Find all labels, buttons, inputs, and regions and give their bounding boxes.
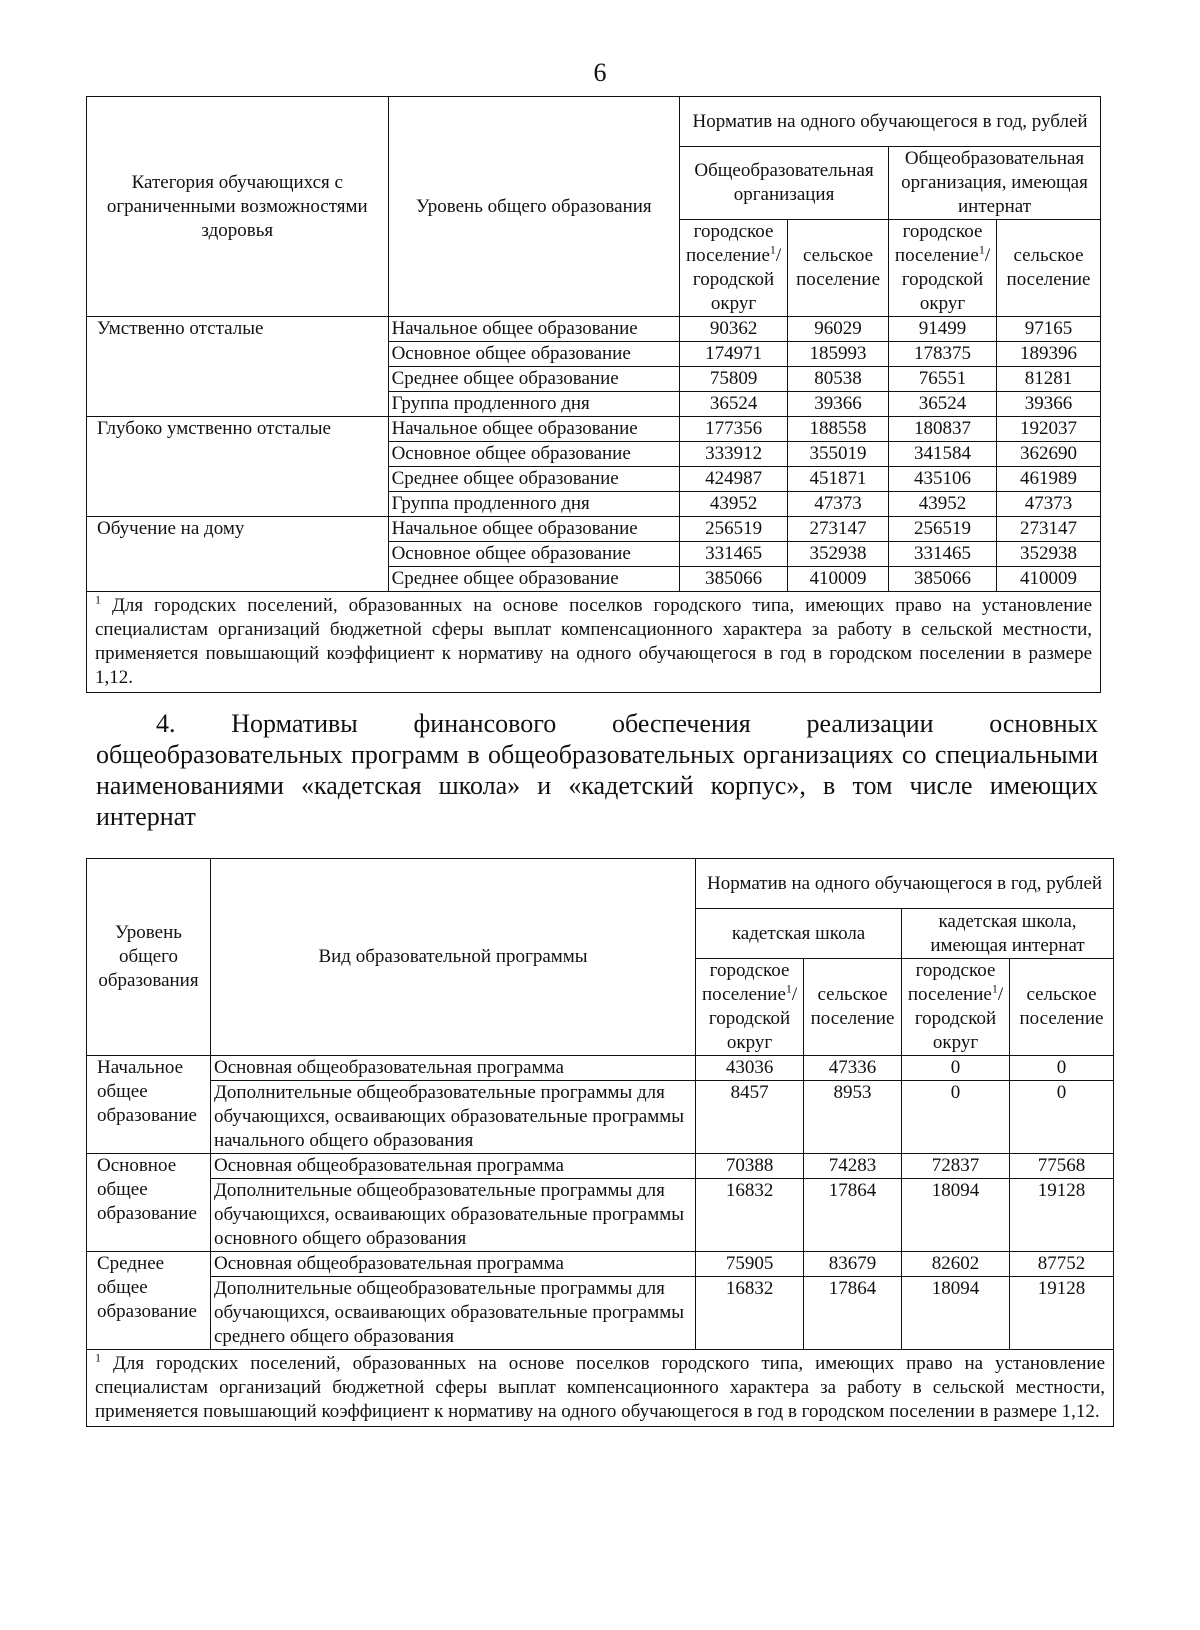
value-cell: 43036 — [696, 1056, 804, 1081]
value-cell: 451871 — [788, 467, 889, 492]
header-org: Общеобразовательная организация — [680, 147, 889, 220]
header-level: Уровень общего образования — [388, 97, 680, 317]
value-cell: 188558 — [788, 417, 889, 442]
value-cell: 91499 — [889, 317, 997, 342]
group-label: Основное общее образование — [87, 1154, 211, 1252]
table-row — [87, 1179, 1114, 1252]
row-label: Основное общее образование — [388, 342, 680, 367]
row-label: Дополнительные общеобразовательные программы для обучающихся, осваивающих образовательные программы среднего общего образования — [210, 1277, 695, 1350]
value-cell: 81281 — [997, 367, 1101, 392]
value-cell: 8457 — [696, 1081, 804, 1154]
header-cadet-boarding: кадетская школа, имеющая интернат — [902, 909, 1114, 959]
value-cell: 185993 — [788, 342, 889, 367]
value-cell: 43952 — [680, 492, 788, 517]
value-cell: 0 — [902, 1081, 1010, 1154]
footnote: $^1$ Для городских поселений, образованных на основе поселков городского типа, имеющих право на установление специалистам организаций бюджетной сферы выплат компенсационного характера за работу в сельской местности, применяется повышающий коэффициент к нормативу на одного обучающегося в год в городском поселении в размере 1,12. — [87, 1350, 1114, 1427]
value-cell: 17864 — [804, 1179, 902, 1252]
value-cell: 256519 — [680, 517, 788, 542]
value-cell: 180837 — [889, 417, 997, 442]
table-row — [87, 517, 1101, 542]
value-cell: 177356 — [680, 417, 788, 442]
value-cell: 75905 — [696, 1252, 804, 1277]
value-cell: 178375 — [889, 342, 997, 367]
page-number: 6 — [593, 58, 607, 87]
row-label: Среднее общее образование — [388, 367, 680, 392]
row-label: Начальное общее образование — [388, 517, 680, 542]
value-cell: 19128 — [1009, 1179, 1113, 1252]
row-label: Дополнительные общеобразовательные программы для обучающихся, осваивающих образовательные программы основного общего образования — [210, 1179, 695, 1252]
value-cell: 43952 — [889, 492, 997, 517]
section-4-heading: 4. Нормативы финансового обеспечения реализации основных общеобразовательных программ в общеобразовательных организациях со специальными наименованиями «кадетская школа» и «кадетский корпус», в том числе имеющих интернат — [96, 709, 1098, 831]
header-program: Вид образовательной программы — [210, 859, 695, 1056]
value-cell: 70388 — [696, 1154, 804, 1179]
header-rural-boarding: сельское поселение — [997, 220, 1101, 317]
header-urban-boarding: городское поселение$^1$/ городской округ — [889, 220, 997, 317]
header-level: Уровень общего образования — [87, 859, 211, 1056]
value-cell: 96029 — [788, 317, 889, 342]
table-row — [87, 1081, 1114, 1154]
value-cell: 47373 — [788, 492, 889, 517]
value-cell: 39366 — [788, 392, 889, 417]
header-urban: городское поселение$^1$/ городской округ — [696, 959, 804, 1056]
header-urban: городское поселение$^1$/ городской округ — [680, 220, 788, 317]
group-label: Обучение на дому — [87, 517, 389, 592]
row-label: Группа продленного дня — [388, 492, 680, 517]
value-cell: 75809 — [680, 367, 788, 392]
value-cell: 83679 — [804, 1252, 902, 1277]
value-cell: 355019 — [788, 442, 889, 467]
table-disabled-students-normatives — [86, 96, 1101, 693]
header-org-boarding: Общеобразовательная организация, имеющая интернат — [889, 147, 1101, 220]
row-label: Основная общеобразовательная программа — [210, 1252, 695, 1277]
value-cell: 192037 — [997, 417, 1101, 442]
header-rural: сельское поселение — [804, 959, 902, 1056]
table-row — [87, 417, 1101, 442]
value-cell: 410009 — [788, 567, 889, 592]
header-urban-boarding: городское поселение$^1$/ городской округ — [902, 959, 1010, 1056]
value-cell: 333912 — [680, 442, 788, 467]
row-label: Основная общеобразовательная программа — [210, 1154, 695, 1179]
header-rural: сельское поселение — [788, 220, 889, 317]
value-cell: 273147 — [788, 517, 889, 542]
value-cell: 331465 — [889, 542, 997, 567]
value-cell: 87752 — [1009, 1252, 1113, 1277]
value-cell: 36524 — [680, 392, 788, 417]
value-cell: 362690 — [997, 442, 1101, 467]
value-cell: 331465 — [680, 542, 788, 567]
value-cell: 385066 — [680, 567, 788, 592]
value-cell: 82602 — [902, 1252, 1010, 1277]
value-cell: 47373 — [997, 492, 1101, 517]
value-cell: 256519 — [889, 517, 997, 542]
value-cell: 273147 — [997, 517, 1101, 542]
value-cell: 341584 — [889, 442, 997, 467]
value-cell: 385066 — [889, 567, 997, 592]
table-row — [87, 1154, 1114, 1179]
header-normative: Норматив на одного обучающегося в год, рублей — [696, 859, 1114, 909]
table-row — [87, 1252, 1114, 1277]
value-cell: 90362 — [680, 317, 788, 342]
value-cell: 0 — [902, 1056, 1010, 1081]
header-rural-boarding: сельское поселение — [1009, 959, 1113, 1056]
value-cell: 424987 — [680, 467, 788, 492]
value-cell: 352938 — [997, 542, 1101, 567]
group-label: Глубоко умственно отсталые — [87, 417, 389, 517]
value-cell: 174971 — [680, 342, 788, 367]
row-label: Среднее общее образование — [388, 467, 680, 492]
value-cell: 352938 — [788, 542, 889, 567]
group-label: Начальное общее образование — [87, 1056, 211, 1154]
value-cell: 72837 — [902, 1154, 1010, 1179]
row-label: Основная общеобразовательная программа — [210, 1056, 695, 1081]
value-cell: 39366 — [997, 392, 1101, 417]
row-label: Начальное общее образование — [388, 317, 680, 342]
value-cell: 0 — [1009, 1056, 1113, 1081]
footnote: $^1$ Для городских поселений, образованных на основе поселков городского типа, имеющих право на установление специалистам организаций бюджетной сферы выплат компенсационного характера за работу в сельской местности, применяется повышающий коэффициент к нормативу на одного обучающегося в год в городском поселении в размере 1,12. — [87, 592, 1101, 693]
value-cell: 19128 — [1009, 1277, 1113, 1350]
group-label: Среднее общее образование — [87, 1252, 211, 1350]
value-cell: 36524 — [889, 392, 997, 417]
value-cell: 0 — [1009, 1081, 1113, 1154]
row-label: Дополнительные общеобразовательные программы для обучающихся, осваивающих образовательные программы начального общего образования — [210, 1081, 695, 1154]
value-cell: 76551 — [889, 367, 997, 392]
table-row — [87, 1277, 1114, 1350]
value-cell: 189396 — [997, 342, 1101, 367]
table-cadet-schools-normatives — [86, 858, 1114, 1427]
value-cell: 74283 — [804, 1154, 902, 1179]
value-cell: 80538 — [788, 367, 889, 392]
value-cell: 47336 — [804, 1056, 902, 1081]
row-label: Группа продленного дня — [388, 392, 680, 417]
value-cell: 8953 — [804, 1081, 902, 1154]
row-label: Основное общее образование — [388, 442, 680, 467]
value-cell: 17864 — [804, 1277, 902, 1350]
header-cadet: кадетская школа — [696, 909, 902, 959]
value-cell: 16832 — [696, 1179, 804, 1252]
value-cell: 461989 — [997, 467, 1101, 492]
value-cell: 435106 — [889, 467, 997, 492]
row-label: Среднее общее образование — [388, 567, 680, 592]
value-cell: 410009 — [997, 567, 1101, 592]
row-label: Основное общее образование — [388, 542, 680, 567]
header-category: Категория обучающихся с ограниченными возможностями здоровья — [87, 97, 389, 317]
value-cell: 77568 — [1009, 1154, 1113, 1179]
value-cell: 18094 — [902, 1179, 1010, 1252]
header-normative: Норматив на одного обучающегося в год, рублей — [680, 97, 1101, 147]
value-cell: 97165 — [997, 317, 1101, 342]
table-row — [87, 1056, 1114, 1081]
value-cell: 18094 — [902, 1277, 1010, 1350]
group-label: Умственно отсталые — [87, 317, 389, 417]
row-label: Начальное общее образование — [388, 417, 680, 442]
table-row — [87, 317, 1101, 342]
value-cell: 16832 — [696, 1277, 804, 1350]
